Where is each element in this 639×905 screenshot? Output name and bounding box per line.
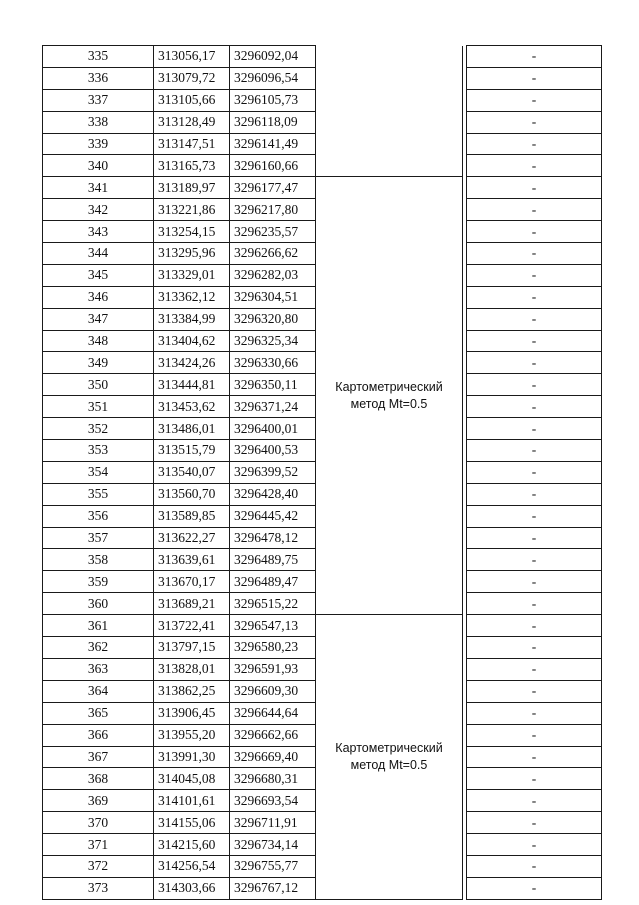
- x-coordinate-cell: 313991,30: [154, 746, 230, 768]
- x-coordinate-cell: 313862,25: [154, 680, 230, 702]
- value-cell: -: [467, 549, 602, 571]
- value-cell: -: [467, 615, 602, 637]
- value-cell: -: [467, 199, 602, 221]
- method-label-line2: метод Mt=0.5: [350, 757, 428, 772]
- value-cell: -: [467, 505, 602, 527]
- value-cell: -: [467, 352, 602, 374]
- y-coordinate-cell: 3296400,53: [230, 440, 316, 462]
- value-cell: -: [467, 637, 602, 659]
- x-coordinate-cell: 313165,73: [154, 155, 230, 177]
- y-coordinate-cell: 3296662,66: [230, 724, 316, 746]
- point-number-cell: 356: [43, 505, 154, 527]
- value-cell: -: [467, 286, 602, 308]
- y-coordinate-cell: 3296580,23: [230, 637, 316, 659]
- x-coordinate-cell: 313444,81: [154, 374, 230, 396]
- y-coordinate-cell: 3296320,80: [230, 308, 316, 330]
- point-number-cell: 358: [43, 549, 154, 571]
- y-coordinate-cell: 3296767,12: [230, 877, 316, 899]
- x-coordinate-cell: 313622,27: [154, 527, 230, 549]
- value-cell: -: [467, 877, 602, 899]
- value-cell: -: [467, 308, 602, 330]
- value-cell: -: [467, 790, 602, 812]
- point-number-cell: 367: [43, 746, 154, 768]
- point-number-cell: 368: [43, 768, 154, 790]
- point-number-cell: 338: [43, 111, 154, 133]
- x-coordinate-cell: 314045,08: [154, 768, 230, 790]
- x-coordinate-cell: 313722,41: [154, 615, 230, 637]
- point-number-cell: 350: [43, 374, 154, 396]
- y-coordinate-cell: 3296644,64: [230, 702, 316, 724]
- x-coordinate-cell: 314215,60: [154, 834, 230, 856]
- x-coordinate-cell: 313404,62: [154, 330, 230, 352]
- point-number-cell: 347: [43, 308, 154, 330]
- point-number-cell: 357: [43, 527, 154, 549]
- x-coordinate-cell: 313540,07: [154, 461, 230, 483]
- x-coordinate-cell: 314155,06: [154, 812, 230, 834]
- x-coordinate-cell: 313453,62: [154, 396, 230, 418]
- table-body: [43, 46, 602, 900]
- method-label-line1: Картометрический: [335, 379, 443, 394]
- value-cell: -: [467, 593, 602, 615]
- x-coordinate-cell: 313689,21: [154, 593, 230, 615]
- value-cell: -: [467, 264, 602, 286]
- x-coordinate-cell: 313362,12: [154, 286, 230, 308]
- point-number-cell: 359: [43, 571, 154, 593]
- y-coordinate-cell: 3296428,40: [230, 483, 316, 505]
- value-cell: -: [467, 67, 602, 89]
- x-coordinate-cell: 313670,17: [154, 571, 230, 593]
- y-coordinate-cell: 3296547,13: [230, 615, 316, 637]
- y-coordinate-cell: 3296755,77: [230, 855, 316, 877]
- value-cell: -: [467, 440, 602, 462]
- y-coordinate-cell: 3296669,40: [230, 746, 316, 768]
- x-coordinate-cell: 313189,97: [154, 177, 230, 199]
- point-number-cell: 370: [43, 812, 154, 834]
- y-coordinate-cell: 3296680,31: [230, 768, 316, 790]
- method-label-line2: метод Mt=0.5: [350, 396, 428, 411]
- point-number-cell: 366: [43, 724, 154, 746]
- point-number-cell: 360: [43, 593, 154, 615]
- y-coordinate-cell: 3296304,51: [230, 286, 316, 308]
- value-cell: -: [467, 658, 602, 680]
- y-coordinate-cell: 3296693,54: [230, 790, 316, 812]
- y-coordinate-cell: 3296400,01: [230, 418, 316, 440]
- value-cell: -: [467, 111, 602, 133]
- value-cell: -: [467, 746, 602, 768]
- x-coordinate-cell: 313589,85: [154, 505, 230, 527]
- point-number-cell: 373: [43, 877, 154, 899]
- y-coordinate-cell: 3296235,57: [230, 221, 316, 243]
- y-coordinate-cell: 3296266,62: [230, 243, 316, 265]
- point-number-cell: 340: [43, 155, 154, 177]
- x-coordinate-cell: 314303,66: [154, 877, 230, 899]
- x-coordinate-cell: 314101,61: [154, 790, 230, 812]
- value-cell: -: [467, 155, 602, 177]
- y-coordinate-cell: 3296105,73: [230, 89, 316, 111]
- x-coordinate-cell: 313128,49: [154, 111, 230, 133]
- y-coordinate-cell: 3296489,75: [230, 549, 316, 571]
- method-cell: [316, 177, 463, 615]
- y-coordinate-cell: 3296325,34: [230, 330, 316, 352]
- y-coordinate-cell: 3296489,47: [230, 571, 316, 593]
- x-coordinate-cell: 313828,01: [154, 658, 230, 680]
- value-cell: -: [467, 330, 602, 352]
- y-coordinate-cell: 3296160,66: [230, 155, 316, 177]
- value-cell: -: [467, 527, 602, 549]
- point-number-cell: 371: [43, 834, 154, 856]
- x-coordinate-cell: 314256,54: [154, 855, 230, 877]
- value-cell: -: [467, 483, 602, 505]
- x-coordinate-cell: 313329,01: [154, 264, 230, 286]
- y-coordinate-cell: 3296350,11: [230, 374, 316, 396]
- value-cell: -: [467, 461, 602, 483]
- point-number-cell: 336: [43, 67, 154, 89]
- table-row: [43, 177, 602, 199]
- value-cell: -: [467, 571, 602, 593]
- value-cell: -: [467, 133, 602, 155]
- point-number-cell: 361: [43, 615, 154, 637]
- point-number-cell: 352: [43, 418, 154, 440]
- x-coordinate-cell: 313486,01: [154, 418, 230, 440]
- coordinates-table: [42, 45, 602, 900]
- value-cell: -: [467, 812, 602, 834]
- value-cell: -: [467, 418, 602, 440]
- y-coordinate-cell: 3296177,47: [230, 177, 316, 199]
- value-cell: -: [467, 243, 602, 265]
- y-coordinate-cell: 3296371,24: [230, 396, 316, 418]
- table-row: [43, 46, 602, 68]
- point-number-cell: 337: [43, 89, 154, 111]
- point-number-cell: 353: [43, 440, 154, 462]
- y-coordinate-cell: 3296092,04: [230, 46, 316, 68]
- value-cell: -: [467, 396, 602, 418]
- point-number-cell: 349: [43, 352, 154, 374]
- x-coordinate-cell: 313147,51: [154, 133, 230, 155]
- value-cell: -: [467, 177, 602, 199]
- point-number-cell: 364: [43, 680, 154, 702]
- x-coordinate-cell: 313560,70: [154, 483, 230, 505]
- point-number-cell: 335: [43, 46, 154, 68]
- point-number-cell: 342: [43, 199, 154, 221]
- x-coordinate-cell: 313105,66: [154, 89, 230, 111]
- x-coordinate-cell: 313295,96: [154, 243, 230, 265]
- y-coordinate-cell: 3296445,42: [230, 505, 316, 527]
- y-coordinate-cell: 3296282,03: [230, 264, 316, 286]
- y-coordinate-cell: 3296096,54: [230, 67, 316, 89]
- table-row: [43, 615, 602, 637]
- method-cell: [316, 46, 463, 177]
- x-coordinate-cell: 313515,79: [154, 440, 230, 462]
- value-cell: -: [467, 680, 602, 702]
- point-number-cell: 369: [43, 790, 154, 812]
- point-number-cell: 344: [43, 243, 154, 265]
- point-number-cell: 355: [43, 483, 154, 505]
- point-number-cell: 341: [43, 177, 154, 199]
- y-coordinate-cell: 3296591,93: [230, 658, 316, 680]
- y-coordinate-cell: 3296399,52: [230, 461, 316, 483]
- x-coordinate-cell: 313254,15: [154, 221, 230, 243]
- point-number-cell: 365: [43, 702, 154, 724]
- y-coordinate-cell: 3296330,66: [230, 352, 316, 374]
- value-cell: -: [467, 374, 602, 396]
- point-number-cell: 354: [43, 461, 154, 483]
- x-coordinate-cell: 313639,61: [154, 549, 230, 571]
- point-number-cell: 348: [43, 330, 154, 352]
- y-coordinate-cell: 3296711,91: [230, 812, 316, 834]
- method-label-line1: Картометрический: [335, 740, 443, 755]
- y-coordinate-cell: 3296609,30: [230, 680, 316, 702]
- value-cell: -: [467, 724, 602, 746]
- x-coordinate-cell: 313955,20: [154, 724, 230, 746]
- point-number-cell: 363: [43, 658, 154, 680]
- point-number-cell: 351: [43, 396, 154, 418]
- x-coordinate-cell: 313424,26: [154, 352, 230, 374]
- x-coordinate-cell: 313221,86: [154, 199, 230, 221]
- y-coordinate-cell: 3296515,22: [230, 593, 316, 615]
- y-coordinate-cell: 3296734,14: [230, 834, 316, 856]
- point-number-cell: 372: [43, 855, 154, 877]
- y-coordinate-cell: 3296118,09: [230, 111, 316, 133]
- point-number-cell: 343: [43, 221, 154, 243]
- value-cell: -: [467, 834, 602, 856]
- x-coordinate-cell: 313906,45: [154, 702, 230, 724]
- value-cell: -: [467, 702, 602, 724]
- y-coordinate-cell: 3296217,80: [230, 199, 316, 221]
- x-coordinate-cell: 313079,72: [154, 67, 230, 89]
- value-cell: -: [467, 46, 602, 68]
- value-cell: -: [467, 768, 602, 790]
- point-number-cell: 339: [43, 133, 154, 155]
- point-number-cell: 362: [43, 637, 154, 659]
- point-number-cell: 345: [43, 264, 154, 286]
- value-cell: -: [467, 855, 602, 877]
- x-coordinate-cell: 313384,99: [154, 308, 230, 330]
- point-number-cell: 346: [43, 286, 154, 308]
- y-coordinate-cell: 3296478,12: [230, 527, 316, 549]
- value-cell: -: [467, 221, 602, 243]
- x-coordinate-cell: 313797,15: [154, 637, 230, 659]
- value-cell: -: [467, 89, 602, 111]
- y-coordinate-cell: 3296141,49: [230, 133, 316, 155]
- method-cell: [316, 615, 463, 900]
- x-coordinate-cell: 313056,17: [154, 46, 230, 68]
